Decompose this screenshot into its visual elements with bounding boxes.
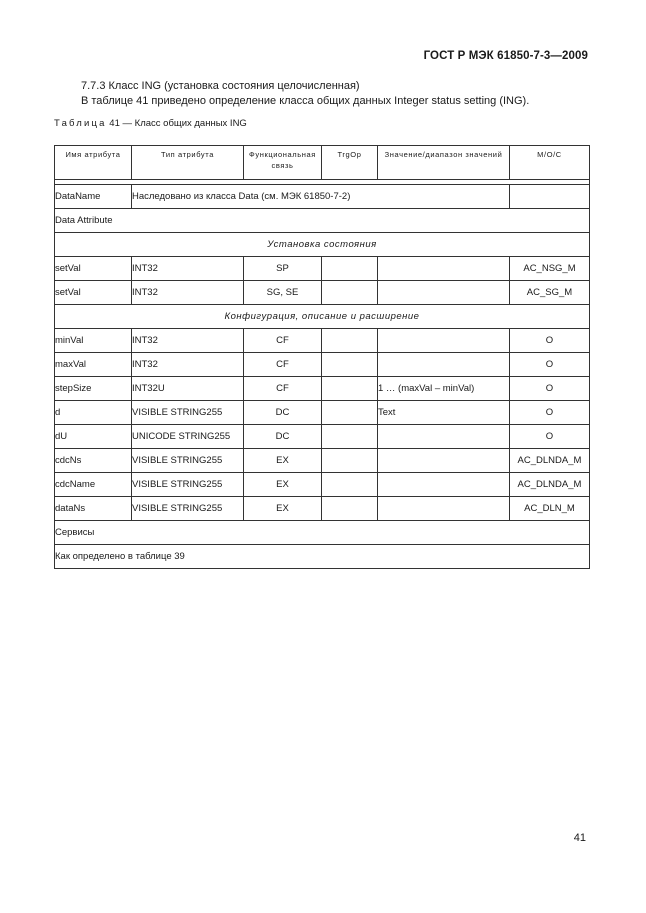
moc-cell: AC_DLNDA_M: [510, 473, 590, 497]
attr-name-cell: cdcName: [55, 473, 132, 497]
moc-cell: AC_DLN_M: [510, 497, 590, 521]
attr-type-cell: VISIBLE STRING255: [132, 497, 244, 521]
table-header-row: [55, 146, 590, 180]
attr-name-cell: stepSize: [55, 377, 132, 401]
table-row: [55, 281, 590, 305]
table-caption: [54, 118, 247, 129]
attr-name-cell: maxVal: [55, 353, 132, 377]
table-row: [55, 401, 590, 425]
header-fc: Функциональная связь: [244, 146, 322, 180]
moc-cell: O: [510, 377, 590, 401]
trgop-cell: [322, 281, 378, 305]
table-row: [55, 353, 590, 377]
table-row-services: [55, 521, 590, 545]
services-note: Как определено в таблице 39: [55, 545, 590, 569]
attr-name-cell: cdcNs: [55, 449, 132, 473]
attr-type-cell: VISIBLE STRING255: [132, 473, 244, 497]
header-moc: M/O/C: [510, 146, 590, 180]
data-attribute-label: Data Attribute: [55, 209, 590, 233]
section-row-config: [55, 305, 590, 329]
section-config-label: Конфигурация, описание и расширение: [55, 305, 590, 329]
section-row-status: [55, 233, 590, 257]
table-row: [55, 449, 590, 473]
fc-cell: CF: [244, 329, 322, 353]
moc-cell: O: [510, 425, 590, 449]
page-number: 41: [573, 832, 586, 844]
range-cell: [378, 425, 510, 449]
range-cell: [378, 497, 510, 521]
config-rows: [55, 329, 590, 521]
caption-text: — Класс общих данных ING: [122, 118, 247, 129]
attr-name-cell: setVal: [55, 257, 132, 281]
header-attr-type: Тип атрибута: [132, 146, 244, 180]
fc-cell: DC: [244, 425, 322, 449]
moc-cell: AC_SG_M: [510, 281, 590, 305]
range-cell: 1 … (maxVal – minVal): [378, 377, 510, 401]
attr-name-cell: dataNs: [55, 497, 132, 521]
trgop-cell: [322, 329, 378, 353]
fc-cell: DC: [244, 401, 322, 425]
moc-cell: O: [510, 401, 590, 425]
attr-type-cell: UNICODE STRING255: [132, 425, 244, 449]
table-row: [55, 473, 590, 497]
moc-cell: AC_DLNDA_M: [510, 449, 590, 473]
header-trgop: TrgOp: [322, 146, 378, 180]
services-label: Сервисы: [55, 521, 590, 545]
document-header: ГОСТ Р МЭК 61850-7-3—2009: [423, 50, 588, 62]
attr-name-cell: dU: [55, 425, 132, 449]
table-row: [55, 257, 590, 281]
trgop-cell: [322, 425, 378, 449]
range-cell: Text: [378, 401, 510, 425]
range-cell: [378, 449, 510, 473]
moc-cell: O: [510, 329, 590, 353]
ing-class-table: [54, 145, 590, 569]
range-cell: [378, 281, 510, 305]
table-row: [55, 497, 590, 521]
header-attr-name: Имя атрибута: [55, 146, 132, 180]
attr-name-cell: d: [55, 401, 132, 425]
fc-cell: SP: [244, 257, 322, 281]
table-row: [55, 425, 590, 449]
range-cell: [378, 353, 510, 377]
table-row-dataname: [55, 185, 590, 209]
range-cell: [378, 257, 510, 281]
attr-type-cell: INT32U: [132, 377, 244, 401]
attr-type-cell: VISIBLE STRING255: [132, 401, 244, 425]
status-rows: [55, 257, 590, 305]
moc-cell: O: [510, 353, 590, 377]
attr-type-cell: INT32: [132, 281, 244, 305]
section-intro: В таблице 41 приведено определение класса общих данных Integer status setting (ING).: [81, 95, 530, 107]
attr-name-cell: setVal: [55, 281, 132, 305]
table-row: [55, 329, 590, 353]
fc-cell: EX: [244, 497, 322, 521]
table-row-services-note: [55, 545, 590, 569]
trgop-cell: [322, 401, 378, 425]
trgop-cell: [322, 257, 378, 281]
attr-type-cell: INT32: [132, 353, 244, 377]
caption-number: 41: [109, 118, 120, 129]
trgop-cell: [322, 473, 378, 497]
section-status-label: Установка состояния: [55, 233, 590, 257]
range-cell: [378, 473, 510, 497]
attr-type-cell: VISIBLE STRING255: [132, 449, 244, 473]
dataname-desc: Наследовано из класса Data (см. МЭК 61850-7-2): [132, 185, 510, 209]
moc-cell: AC_NSG_M: [510, 257, 590, 281]
range-cell: [378, 329, 510, 353]
attr-name-cell: minVal: [55, 329, 132, 353]
trgop-cell: [322, 497, 378, 521]
attr-type-cell: INT32: [132, 329, 244, 353]
table-row-data-attribute: [55, 209, 590, 233]
trgop-cell: [322, 449, 378, 473]
dataname-cell: DataName: [55, 185, 132, 209]
header-range: Значение/диапазон значений: [378, 146, 510, 180]
fc-cell: SG, SE: [244, 281, 322, 305]
section-title: 7.7.3 Класс ING (установка состояния целочисленная): [81, 80, 360, 92]
fc-cell: CF: [244, 377, 322, 401]
fc-cell: EX: [244, 473, 322, 497]
attr-type-cell: INT32: [132, 257, 244, 281]
table-row: [55, 377, 590, 401]
fc-cell: CF: [244, 353, 322, 377]
fc-cell: EX: [244, 449, 322, 473]
trgop-cell: [322, 377, 378, 401]
caption-label: Таблица: [54, 118, 107, 129]
trgop-cell: [322, 353, 378, 377]
